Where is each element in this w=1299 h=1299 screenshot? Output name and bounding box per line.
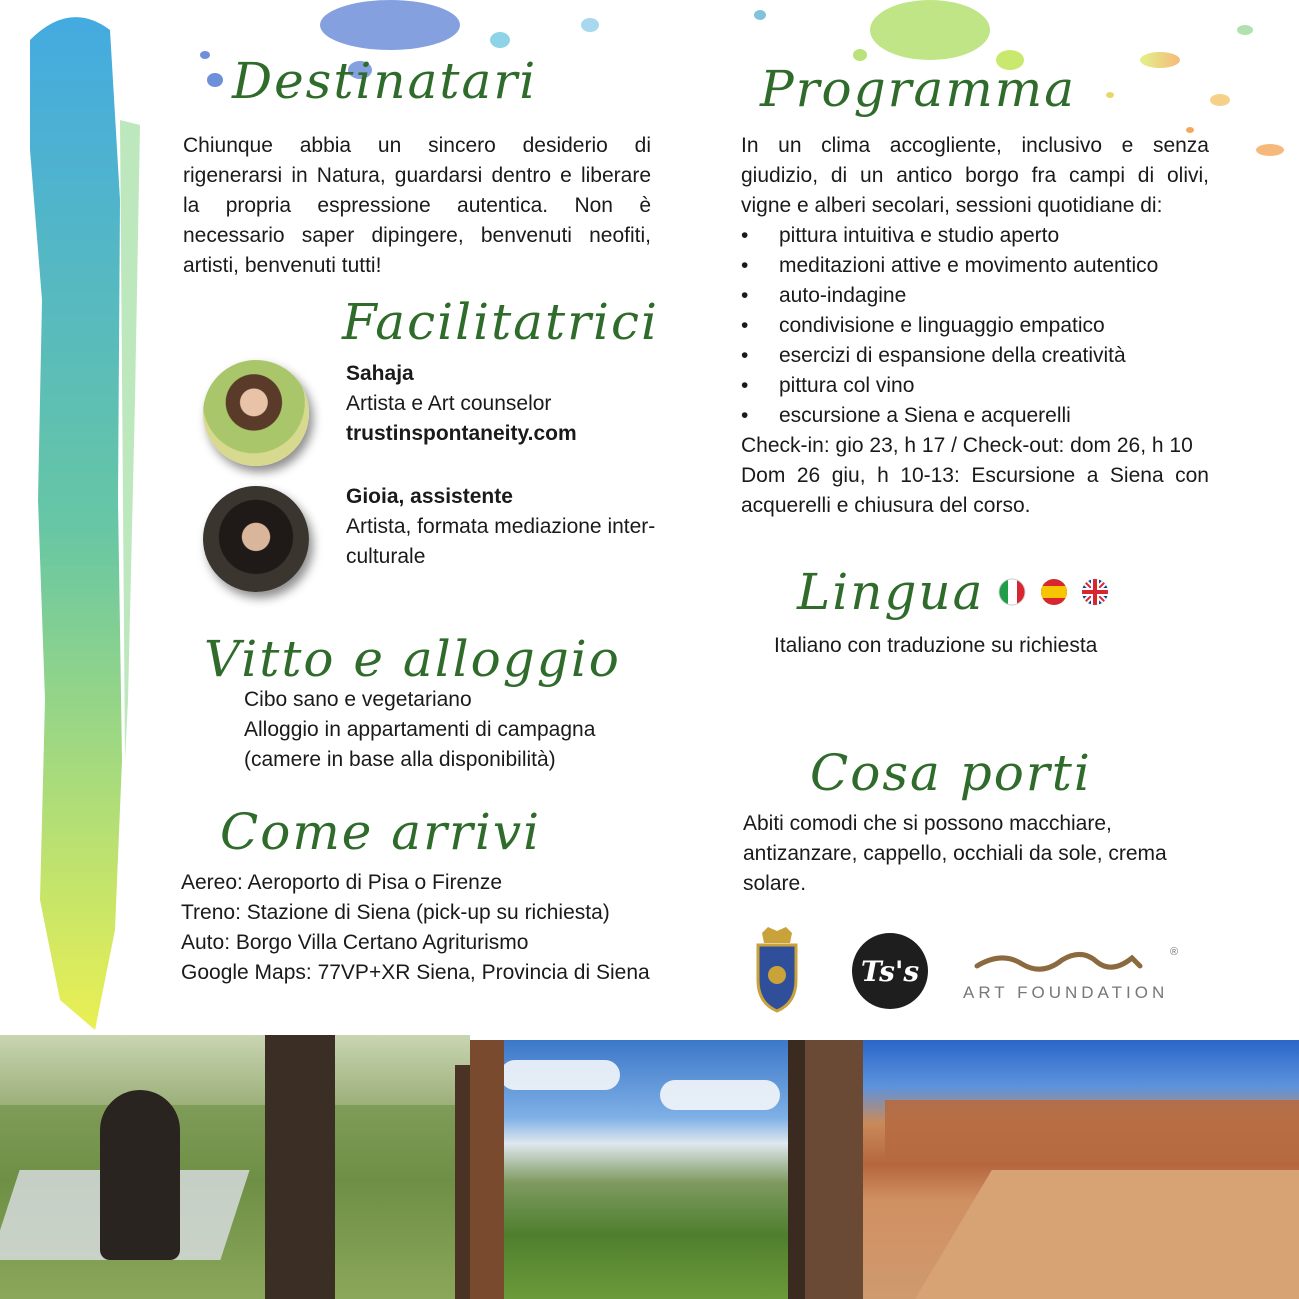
arrivi-heading: Come arrivi bbox=[220, 803, 542, 861]
programma-heading: Programma bbox=[760, 60, 1076, 118]
sahaja-avatar bbox=[203, 360, 309, 466]
facilitatrici-heading: Facilitatrici bbox=[342, 293, 659, 351]
lingua-heading: Lingua bbox=[797, 563, 985, 621]
programma-note: Dom 26 giu, h 10-13: Escursione a Siena con acquerelli e chiusura del corso. bbox=[741, 464, 1209, 517]
programma-intro: In un clima accogliente, inclusivo e senza giudizio, di un antico borgo fra campi di olivi, vigne e alberi secolari, sessioni quotidiane di: bbox=[741, 134, 1209, 217]
ts-logo bbox=[852, 933, 928, 1009]
vitto-heading: Vitto e alloggio bbox=[204, 630, 621, 688]
list-item: • condivisione e linguaggio empatico bbox=[741, 311, 1209, 341]
list-item: • pittura col vino bbox=[741, 371, 1209, 401]
art-foundation-logo-mark bbox=[972, 946, 1172, 982]
cosa-porti-heading: Cosa porti bbox=[810, 744, 1092, 802]
arrivi-line: Aereo: Aeroporto di Pisa o Firenze bbox=[181, 871, 503, 894]
language-flags bbox=[998, 577, 1113, 607]
destinatari-text: Chiunque abbia un sincero desiderio di rigenerarsi in Natura, guardarsi dentro e liberare la propria espressione autentica. Non è necessario saper dipingere, benvenuti neofiti, artisti, benvenuti tutti! bbox=[183, 134, 651, 277]
list-item: • escursione a Siena e acquerelli bbox=[741, 401, 1209, 431]
sahaja-name: Sahaja bbox=[346, 362, 414, 385]
arrivi-text bbox=[181, 868, 650, 988]
vitto-line: Alloggio in appartamenti di campagna bbox=[244, 718, 596, 741]
programma-list bbox=[741, 221, 1209, 431]
arrivi-line: Google Maps: 77VP+XR Siena, Provincia di Siena bbox=[181, 961, 650, 984]
gioia-role: Artista, formata mediazione inter-culturale bbox=[346, 515, 656, 568]
photo-painting-outdoors bbox=[0, 1035, 470, 1299]
spain-flag-icon bbox=[1038, 577, 1070, 607]
arrivi-line: Auto: Borgo Villa Certano Agriturismo bbox=[181, 931, 529, 954]
art-foundation-registered: ® bbox=[1170, 946, 1179, 958]
photo-tuscan-landscape bbox=[470, 1040, 805, 1299]
programma-checkin: Check-in: gio 23, h 17 / Check-out: dom 26, h 10 bbox=[741, 434, 1193, 457]
flag-icons bbox=[998, 577, 1113, 607]
art-foundation-text: ART FOUNDATION bbox=[963, 983, 1169, 1002]
list-item: • auto-indagine bbox=[741, 281, 1209, 311]
uk-flag-icon bbox=[1080, 577, 1112, 607]
crest-logo bbox=[752, 925, 802, 1015]
gioia-name: Gioia, assistente bbox=[346, 485, 513, 508]
destinatari-heading: Destinatari bbox=[232, 52, 538, 110]
gioia-info bbox=[346, 482, 656, 572]
sahaja-info bbox=[346, 359, 577, 449]
sahaja-website-link[interactable]: trustinspontaneity.com bbox=[346, 422, 577, 445]
programma-body bbox=[741, 131, 1209, 521]
arrivi-line: Treno: Stazione di Siena (pick-up su richiesta) bbox=[181, 901, 610, 924]
photo-siena-piazza bbox=[805, 1040, 1299, 1299]
ts-logo-text: Ts's bbox=[860, 954, 920, 988]
italy-flag-icon bbox=[999, 577, 1026, 607]
vitto-text bbox=[244, 685, 595, 775]
vitto-line: Cibo sano e vegetariano bbox=[244, 688, 472, 711]
list-item: • pittura intuitiva e studio aperto bbox=[741, 221, 1209, 251]
cosa-porti-text: Abiti comodi che si possono macchiare, antizanzare, cappello, occhiali da sole, crema solare. bbox=[743, 812, 1167, 895]
list-item: • meditazioni attive e movimento autentico bbox=[741, 251, 1209, 281]
gioia-avatar bbox=[203, 486, 309, 592]
lingua-text: Italiano con traduzione su richiesta bbox=[774, 634, 1098, 657]
sahaja-role: Artista e Art counselor bbox=[346, 392, 552, 415]
list-item: • esercizi di espansione della creatività bbox=[741, 341, 1209, 371]
vitto-line: (camere in base alla disponibilità) bbox=[244, 748, 556, 771]
